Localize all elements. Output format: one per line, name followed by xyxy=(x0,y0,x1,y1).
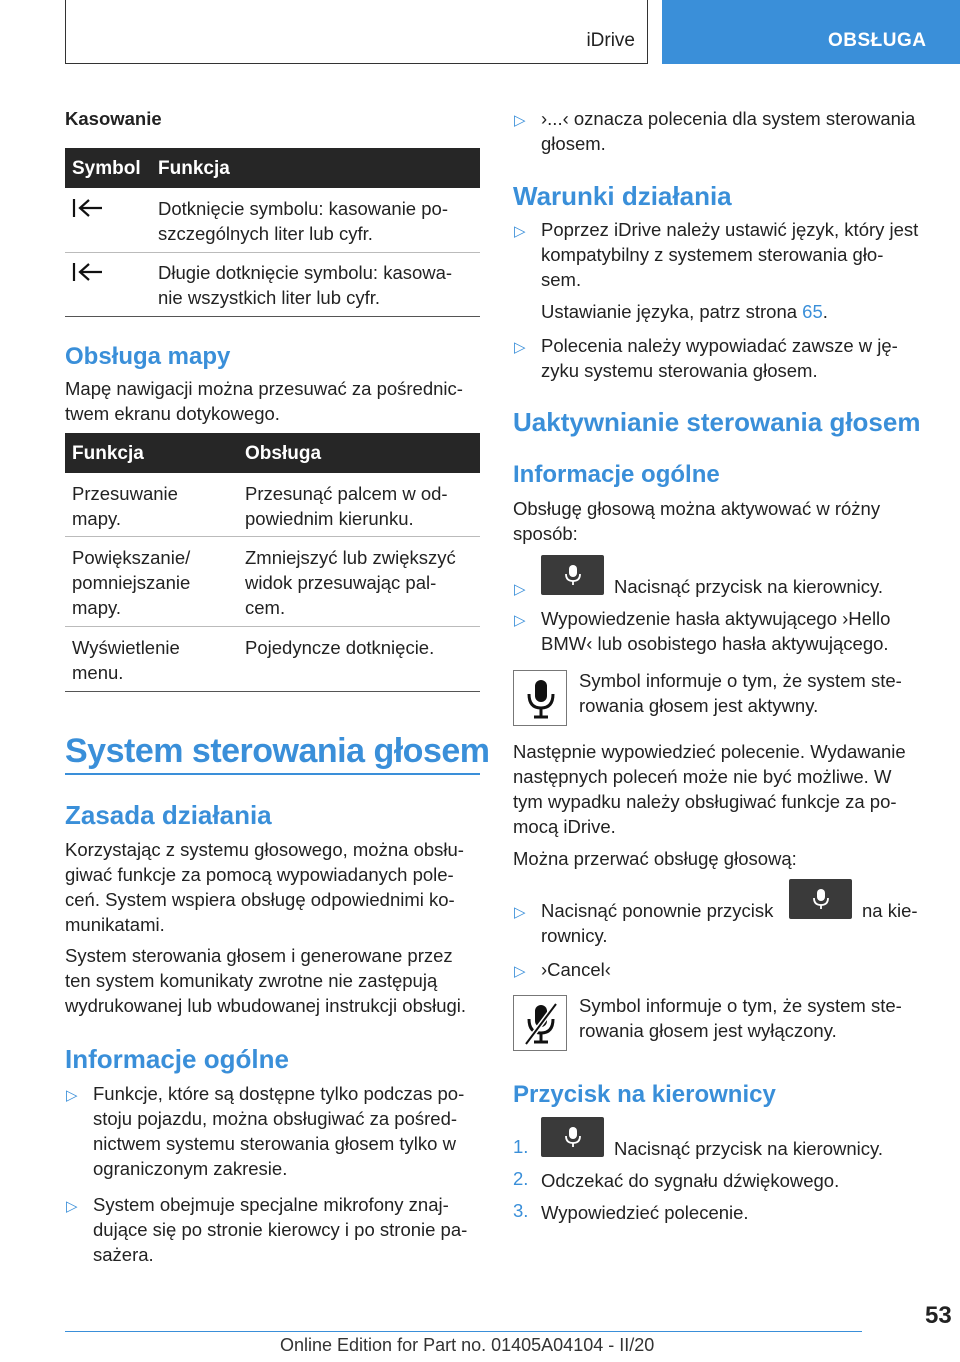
header-section-label: iDrive xyxy=(586,30,635,51)
text-line: zyku systemu sterowania głosem. xyxy=(541,360,818,381)
text-line: ceń. System wspiera obsługę odpowiednimi ko- xyxy=(65,889,455,910)
map-paragraph xyxy=(65,376,463,426)
footer-rule xyxy=(65,1331,862,1332)
text-line: sem. xyxy=(541,269,582,290)
cell-line: pomniejszanie xyxy=(72,572,191,593)
zasada-paragraph1 xyxy=(65,837,464,937)
text-line: Symbol informuje o tym, że system ste- xyxy=(579,995,902,1016)
text-span: . xyxy=(822,301,828,322)
step-text: Wypowiedzieć polecenie. xyxy=(541,1202,749,1223)
bullet-triangle-icon: ▷ xyxy=(66,1198,78,1215)
right-bullet0 xyxy=(541,106,915,156)
header-left-box xyxy=(65,0,648,64)
interrupt-bullet1-c: rownicy. xyxy=(541,925,608,946)
text-line: BMW‹ lub osobistego hasła aktywującego. xyxy=(541,633,889,654)
text-line: tym wypadku należy obsługiwać funkcje za po- xyxy=(513,791,897,812)
text-line: dujące się po stronie kierowcy i po stronie pa- xyxy=(93,1219,468,1240)
bullet-triangle-icon: ▷ xyxy=(514,904,526,921)
text-line: Poprzez iDrive należy ustawić język, który jest xyxy=(541,219,919,240)
text-line: ›...‹ oznacza polecenia dla system sterowania xyxy=(541,108,916,129)
text-line: głosem. xyxy=(541,133,606,154)
cell-line: menu. xyxy=(72,662,124,683)
steering-wheel-voice-button xyxy=(541,1117,604,1157)
table1-row2-line2: nie wszystkich liter lub cyfr. xyxy=(158,287,381,308)
cell-line: mapy. xyxy=(72,508,122,529)
table2-row2-c2 xyxy=(245,545,456,620)
text-line: rowania głosem jest wyłączony. xyxy=(579,1020,837,1041)
map-line2: twem ekranu dotykowego. xyxy=(65,403,280,424)
delete-arrow-icon xyxy=(72,196,104,225)
step-text: Nacisnąć przycisk na kierownicy. xyxy=(614,1138,884,1159)
text-line: Symbol informuje o tym, że system ste- xyxy=(579,670,902,691)
cell-line: Wyświetlenie xyxy=(72,637,180,658)
table1-header xyxy=(65,148,480,188)
text-line: nictwem systemu sterowania głosem tylko w xyxy=(93,1133,456,1154)
interrupt-bullet1-a: Nacisnąć ponownie przycisk xyxy=(541,900,774,921)
info-title: Informacje ogólne xyxy=(65,1044,289,1074)
bullet-triangle-icon: ▷ xyxy=(514,612,526,629)
text-line: Korzystając z systemu głosowego, można obsłu- xyxy=(65,839,464,860)
table1-row1-line2: szczególnych liter lub cyfr. xyxy=(158,223,373,244)
microphone-icon xyxy=(812,888,830,910)
cell-line: Powiększanie/ xyxy=(72,547,191,568)
text-line: Funkcje, które są dostępne tylko podczas po- xyxy=(93,1083,465,1104)
table2-head-obsluga: Obsługa xyxy=(245,443,322,464)
bullet-triangle-icon: ▷ xyxy=(514,963,526,980)
bullet-triangle-icon: ▷ xyxy=(514,581,526,598)
info2-paragraph xyxy=(513,496,880,546)
table2-row-divider xyxy=(65,626,480,627)
table1-row2-text xyxy=(158,260,452,310)
table1-row2-line1: Długie dotknięcie symbolu: kasowa- xyxy=(158,262,453,283)
system-title: System sterowania głosem xyxy=(65,732,490,770)
cell-line: Zmniejszyć lub zwiększyć xyxy=(245,547,456,568)
cell-line: Przesuwanie xyxy=(72,483,178,504)
info2-bullet2 xyxy=(541,606,890,656)
text-line: giwać funkcje za pomocą wypowiadanych pole- xyxy=(65,864,454,885)
table2-bottom-rule xyxy=(65,691,480,692)
text-line: Wypowiedzenie hasła aktywującego ›Hello xyxy=(541,608,891,629)
text-line: kompatybilny z systemem sterowania gło- xyxy=(541,244,884,265)
symbol-active-text xyxy=(579,668,902,718)
microphone-icon xyxy=(564,564,582,586)
interrupt-bullet2: ›Cancel‹ xyxy=(541,959,611,980)
text-line: Polecenia należy wypowiadać zawsze w ję- xyxy=(541,335,898,356)
interrupt-paragraph: Można przerwać obsługę głosową: xyxy=(513,848,797,869)
text-line: wydrukowanej lub wbudowanej instrukcji obsługi. xyxy=(65,995,467,1016)
bullet-triangle-icon: ▷ xyxy=(514,223,526,240)
uaktywnianie-title: Uaktywnianie sterowania głosem xyxy=(513,407,921,437)
bullet-triangle-icon: ▷ xyxy=(66,1087,78,1104)
info-bullet1 xyxy=(93,1081,464,1181)
text-line: sażera. xyxy=(93,1244,154,1265)
info2-title: Informacje ogólne xyxy=(513,461,720,488)
step-number: 2. xyxy=(513,1168,529,1189)
text-line: rowania głosem jest aktywny. xyxy=(579,695,819,716)
text-span: Ustawianie języka, patrz strona xyxy=(541,301,803,322)
microphone-icon xyxy=(564,1126,582,1148)
system-title-underline xyxy=(65,773,480,775)
step-number: 1. xyxy=(513,1136,529,1157)
cell-line: Pojedyncze dotknięcie. xyxy=(245,637,435,658)
table2-header xyxy=(65,433,480,473)
table2-row1-c2 xyxy=(245,481,448,531)
text-line: sposób: xyxy=(513,523,578,544)
info-bullet2 xyxy=(93,1192,467,1267)
text-line: następnych poleceń może nie być możliwe. W xyxy=(513,766,892,787)
kasowanie-title: Kasowanie xyxy=(65,108,162,129)
symbol-off-text xyxy=(579,993,902,1043)
text-line: stoju pojazdu, można obsługiwać za pośred- xyxy=(93,1108,458,1129)
table2-row3-c1 xyxy=(72,635,180,685)
header-chapter-label: OBSŁUGA xyxy=(828,30,927,51)
footer-edition: Online Edition for Part no. 01405A04104 - II/20 xyxy=(280,1335,655,1355)
steering-wheel-voice-button xyxy=(541,555,604,595)
page-link[interactable]: 65 xyxy=(802,301,823,322)
text-line: ograniczonym zakresie. xyxy=(93,1158,288,1179)
cell-line: Przesunąć palcem w od- xyxy=(245,483,448,504)
info2-bullet1: Nacisnąć przycisk na kierownicy. xyxy=(614,576,884,597)
voice-active-icon xyxy=(513,670,567,726)
table1-row1-text xyxy=(158,196,448,246)
zasada-paragraph2 xyxy=(65,943,466,1018)
delete-arrow-icon xyxy=(72,260,104,289)
table2-row1-c1 xyxy=(72,481,178,531)
table2-row-divider xyxy=(65,536,480,537)
text-line: Obsługę głosową można aktywować w różny xyxy=(513,498,881,519)
cell-line: cem. xyxy=(245,597,286,618)
steering-wheel-voice-button xyxy=(789,879,852,919)
voice-off-icon xyxy=(513,995,567,1051)
map-title: Obsługa mapy xyxy=(65,343,231,370)
table1-row-divider xyxy=(65,252,480,253)
table1-head-symbol: Symbol xyxy=(72,158,141,179)
table2-row2-c1 xyxy=(72,545,190,620)
text-line: Następnie wypowiedzieć polecenie. Wydawanie xyxy=(513,741,906,762)
step-number: 3. xyxy=(513,1200,529,1221)
cell-line: mapy. xyxy=(72,597,122,618)
table1-row1-line1: Dotknięcie symbolu: kasowanie po- xyxy=(158,198,448,219)
table1-bottom-rule xyxy=(65,316,480,317)
table1-head-funkcja: Funkcja xyxy=(158,158,230,179)
step-text: Odczekać do sygnału dźwiękowego. xyxy=(541,1170,840,1191)
text-line: munikatami. xyxy=(65,914,165,935)
table2-head-funkcja: Funkcja xyxy=(72,443,144,464)
button-section-title: Przycisk na kierownicy xyxy=(513,1081,776,1108)
table2-row3-c2 xyxy=(245,635,434,660)
map-line1: Mapę nawigacji można przesuwać za pośrednic- xyxy=(65,378,463,399)
interrupt-bullet1-b: na kie- xyxy=(862,900,918,921)
cell-line: powiednim kierunku. xyxy=(245,508,414,529)
page-number: 53 xyxy=(925,1302,952,1329)
language-reference xyxy=(541,299,828,324)
text-line: System sterowania głosem i generowane przez xyxy=(65,945,453,966)
warunki-title: Warunki działania xyxy=(513,181,732,211)
text-line: mocą iDrive. xyxy=(513,816,616,837)
zasada-title: Zasada działania xyxy=(65,800,272,830)
warunki-bullet2 xyxy=(541,333,898,383)
bullet-triangle-icon: ▷ xyxy=(514,112,526,129)
next-command-paragraph xyxy=(513,739,906,839)
header-chapter-tab xyxy=(662,0,960,64)
warunki-bullet1 xyxy=(541,217,918,292)
text-line: System obejmuje specjalne mikrofony znaj- xyxy=(93,1194,449,1215)
text-line: ten system komunikaty zwrotne nie zastępują xyxy=(65,970,438,991)
cell-line: widok przesuwając pal- xyxy=(245,572,437,593)
bullet-triangle-icon: ▷ xyxy=(514,339,526,356)
